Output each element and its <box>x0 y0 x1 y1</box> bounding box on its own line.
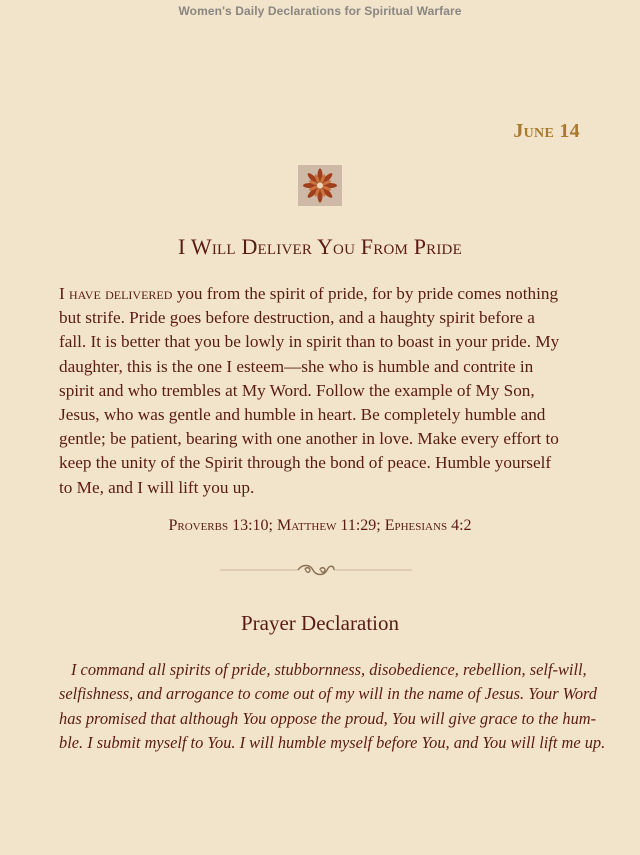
body-line: but strife. Pride goes before destruction, and a haughty spirit before a <box>59 308 535 328</box>
flourish-divider-icon <box>220 560 412 580</box>
body-line: to Me, and I will lift you up. <box>59 477 255 497</box>
body-line: Jesus, who was gentle and humble in heart. Be completely humble and <box>59 405 546 425</box>
lead-in: I have delivered <box>59 284 173 303</box>
floral-ornament-icon <box>298 165 342 206</box>
entry-title: I Will Deliver You From Pride <box>178 234 462 259</box>
book-title: Women's Daily Declarations for Spiritual Warfare <box>178 4 462 18</box>
entry-date: June 14 <box>513 120 580 142</box>
prayer-line: ble. I submit myself to You. I will humble myself before You, and You will lift me up. <box>59 732 606 752</box>
body-line: keep the unity of the Spirit through the bond of peace. Humble yourself <box>59 453 552 473</box>
body-line: spirit and who trembles at My Word. Follow the example of My Son, <box>59 380 535 400</box>
body-line: gentle; be patient, bearing with one another in love. Make every effort to <box>59 429 559 449</box>
prayer-heading: Prayer Declaration <box>240 611 399 635</box>
prayer-line: selfishness, and arrogance to come out of my will in the name of Jesus. Your Word <box>59 684 597 704</box>
body-line <box>59 282 589 306</box>
prayer-body <box>59 658 606 755</box>
entry-body <box>59 282 589 500</box>
body-line: fall. It is better that you be lowly in spirit than to boast in your pride. My <box>59 332 560 352</box>
body-line-text: you from the spirit of pride, for by pride comes nothing <box>172 284 559 303</box>
prayer-line: I command all spirits of pride, stubbornness, disobedience, rebellion, self-will, <box>71 660 587 679</box>
body-line: daughter, this is the one I esteem—she who is humble and contrite in <box>59 356 534 376</box>
scripture-references: Proverbs 13:10; Matthew 11:29; Ephesians 4:2 <box>168 517 472 534</box>
prayer-line: has promised that although You oppose the proud, You will give grace to the hum- <box>59 708 597 728</box>
